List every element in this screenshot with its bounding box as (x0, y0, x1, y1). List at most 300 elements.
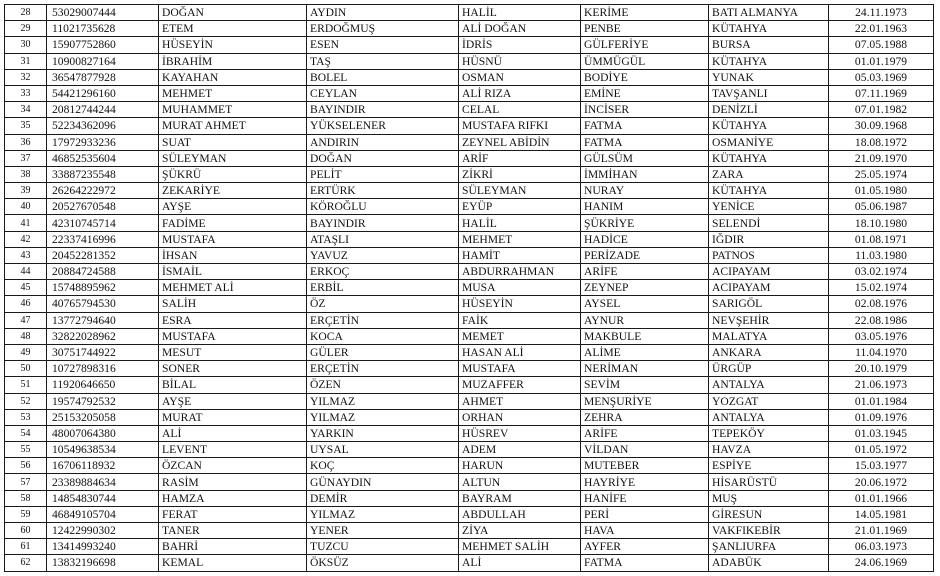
surname-cell: YILMAZ (307, 393, 459, 409)
surname-cell: ERBİL (307, 280, 459, 296)
first-name-cell: LEVENT (159, 442, 307, 458)
table-row (5, 166, 934, 182)
surname-cell: BAYINDIR (307, 102, 459, 118)
row-number-cell: 46 (5, 296, 47, 312)
surname-cell: ERTÜRK (307, 183, 459, 199)
row-number-cell: 60 (5, 523, 47, 539)
father-name-cell: HALİL (459, 5, 581, 21)
father-name-cell: HÜSNÜ (459, 53, 581, 69)
surname-cell: YILMAZ (307, 409, 459, 425)
table-row (5, 134, 934, 150)
mother-name-cell: NERİMAN (581, 361, 709, 377)
mother-name-cell: MAKBULE (581, 328, 709, 344)
surname-cell: ERÇETİN (307, 312, 459, 328)
first-name-cell: ESRA (159, 312, 307, 328)
id-number-cell: 54421296160 (47, 85, 159, 101)
father-name-cell: CELAL (459, 102, 581, 118)
id-number-cell: 20452281352 (47, 247, 159, 263)
surname-cell: TAŞ (307, 53, 459, 69)
birth-date-cell: 02.08.1976 (829, 296, 934, 312)
birth-place-cell: ŞANLIURFA (709, 539, 829, 555)
table-row (5, 215, 934, 231)
table-row (5, 296, 934, 312)
table-row (5, 247, 934, 263)
mother-name-cell: HAYRİYE (581, 474, 709, 490)
row-number-cell: 37 (5, 150, 47, 166)
father-name-cell: İDRİS (459, 37, 581, 53)
first-name-cell: MESUT (159, 344, 307, 360)
birth-date-cell: 20.06.1972 (829, 474, 934, 490)
surname-cell: ERDOĞMUŞ (307, 21, 459, 37)
mother-name-cell: VİLDAN (581, 442, 709, 458)
table-row (5, 393, 934, 409)
row-number-cell: 55 (5, 442, 47, 458)
surname-cell: TUZCU (307, 539, 459, 555)
id-number-cell: 13772794640 (47, 312, 159, 328)
id-number-cell: 26264222972 (47, 183, 159, 199)
first-name-cell: İHSAN (159, 247, 307, 263)
father-name-cell: MUSTAFA RIFKI (459, 118, 581, 134)
row-number-cell: 61 (5, 539, 47, 555)
row-number-cell: 51 (5, 377, 47, 393)
row-number-cell: 59 (5, 506, 47, 522)
father-name-cell: HASAN ALİ (459, 344, 581, 360)
father-name-cell: ADEM (459, 442, 581, 458)
id-number-cell: 13832196698 (47, 555, 159, 571)
birth-date-cell: 18.08.1972 (829, 134, 934, 150)
id-number-cell: 33887235548 (47, 166, 159, 182)
father-name-cell: ALİ DOĞAN (459, 21, 581, 37)
mother-name-cell: ŞÜKRİYE (581, 215, 709, 231)
id-number-cell: 42310745714 (47, 215, 159, 231)
id-number-cell: 48007064380 (47, 425, 159, 441)
father-name-cell: MEHMET SALİH (459, 539, 581, 555)
birth-date-cell: 01.01.1979 (829, 53, 934, 69)
mother-name-cell: PERİZADE (581, 247, 709, 263)
birth-place-cell: ANKARA (709, 344, 829, 360)
table-row (5, 361, 934, 377)
id-number-cell: 30751744922 (47, 344, 159, 360)
row-number-cell: 45 (5, 280, 47, 296)
birth-place-cell: KÜTAHYA (709, 118, 829, 134)
birth-place-cell: YENİCE (709, 199, 829, 215)
birth-place-cell: KÜTAHYA (709, 183, 829, 199)
birth-place-cell: SARIGÖL (709, 296, 829, 312)
father-name-cell: EYÜP (459, 199, 581, 215)
table-row (5, 312, 934, 328)
table-row (5, 409, 934, 425)
mother-name-cell: AYFER (581, 539, 709, 555)
mother-name-cell: MUTEBER (581, 458, 709, 474)
father-name-cell: ALİ RIZA (459, 85, 581, 101)
father-name-cell: ALTUN (459, 474, 581, 490)
row-number-cell: 39 (5, 183, 47, 199)
first-name-cell: MEHMET ALİ (159, 280, 307, 296)
mother-name-cell: BODİYE (581, 69, 709, 85)
father-name-cell: MUSA (459, 280, 581, 296)
table-row (5, 555, 934, 571)
first-name-cell: AYŞE (159, 199, 307, 215)
first-name-cell: AYŞE (159, 393, 307, 409)
mother-name-cell: GÜLSÜM (581, 150, 709, 166)
father-name-cell: AHMET (459, 393, 581, 409)
table-row (5, 425, 934, 441)
id-number-cell: 46852535604 (47, 150, 159, 166)
father-name-cell: HÜSREV (459, 425, 581, 441)
id-number-cell: 15907752860 (47, 37, 159, 53)
table-row (5, 442, 934, 458)
birth-date-cell: 18.10.1980 (829, 215, 934, 231)
row-number-cell: 58 (5, 490, 47, 506)
row-number-cell: 54 (5, 425, 47, 441)
id-number-cell: 17972933236 (47, 134, 159, 150)
row-number-cell: 56 (5, 458, 47, 474)
row-number-cell: 53 (5, 409, 47, 425)
surname-cell: ANDIRIN (307, 134, 459, 150)
row-number-cell: 62 (5, 555, 47, 571)
row-number-cell: 41 (5, 215, 47, 231)
first-name-cell: MUSTAFA (159, 231, 307, 247)
birth-date-cell: 11.04.1970 (829, 344, 934, 360)
mother-name-cell: HANİFE (581, 490, 709, 506)
table-row (5, 280, 934, 296)
first-name-cell: MUSTAFA (159, 328, 307, 344)
table-row (5, 490, 934, 506)
mother-name-cell: AYNUR (581, 312, 709, 328)
row-number-cell: 36 (5, 134, 47, 150)
birth-date-cell: 21.01.1969 (829, 523, 934, 539)
first-name-cell: ŞÜKRÜ (159, 166, 307, 182)
row-number-cell: 29 (5, 21, 47, 37)
surname-cell: YÜKSELENER (307, 118, 459, 134)
id-number-cell: 46849105704 (47, 506, 159, 522)
id-number-cell: 20884724588 (47, 264, 159, 280)
surname-cell: UYSAL (307, 442, 459, 458)
first-name-cell: ETEM (159, 21, 307, 37)
birth-place-cell: ZARA (709, 166, 829, 182)
row-number-cell: 35 (5, 118, 47, 134)
surname-cell: CEYLAN (307, 85, 459, 101)
birth-date-cell: 24.11.1973 (829, 5, 934, 21)
birth-place-cell: IĞDIR (709, 231, 829, 247)
mother-name-cell: ARİFE (581, 264, 709, 280)
birth-place-cell: VAKFIKEBİR (709, 523, 829, 539)
birth-date-cell: 01.03.1945 (829, 425, 934, 441)
surname-cell: ÖZEN (307, 377, 459, 393)
father-name-cell: ZİYA (459, 523, 581, 539)
birth-date-cell: 01.05.1972 (829, 442, 934, 458)
surname-cell: KOCA (307, 328, 459, 344)
birth-place-cell: KÜTAHYA (709, 150, 829, 166)
surname-cell: ÖZ (307, 296, 459, 312)
first-name-cell: SÜLEYMAN (159, 150, 307, 166)
first-name-cell: RASİM (159, 474, 307, 490)
surname-cell: GÜNAYDIN (307, 474, 459, 490)
first-name-cell: SONER (159, 361, 307, 377)
mother-name-cell: ALİME (581, 344, 709, 360)
birth-place-cell: PATNOS (709, 247, 829, 263)
birth-place-cell: ACIPAYAM (709, 264, 829, 280)
first-name-cell: ALİ (159, 425, 307, 441)
father-name-cell: HAMİT (459, 247, 581, 263)
birth-place-cell: ANTALYA (709, 409, 829, 425)
table-row (5, 21, 934, 37)
first-name-cell: ÖZCAN (159, 458, 307, 474)
table-row (5, 199, 934, 215)
birth-place-cell: MALATYA (709, 328, 829, 344)
first-name-cell: SUAT (159, 134, 307, 150)
birth-place-cell: ADABÜK (709, 555, 829, 571)
birth-date-cell: 22.08.1986 (829, 312, 934, 328)
id-number-cell: 13414993240 (47, 539, 159, 555)
first-name-cell: ZEKARİYE (159, 183, 307, 199)
mother-name-cell: NURAY (581, 183, 709, 199)
birth-date-cell: 01.05.1980 (829, 183, 934, 199)
birth-place-cell: YUNAK (709, 69, 829, 85)
surname-cell: KÖROĞLU (307, 199, 459, 215)
id-number-cell: 16706118932 (47, 458, 159, 474)
mother-name-cell: ZEYNEP (581, 280, 709, 296)
birth-place-cell: HAVZA (709, 442, 829, 458)
birth-date-cell: 22.01.1963 (829, 21, 934, 37)
first-name-cell: MEHMET (159, 85, 307, 101)
first-name-cell: MURAT (159, 409, 307, 425)
surname-cell: AYDIN (307, 5, 459, 21)
mother-name-cell: KERİME (581, 5, 709, 21)
mother-name-cell: ARİFE (581, 425, 709, 441)
mother-name-cell: HADİCE (581, 231, 709, 247)
id-number-cell: 12422990302 (47, 523, 159, 539)
row-number-cell: 42 (5, 231, 47, 247)
first-name-cell: BİLAL (159, 377, 307, 393)
father-name-cell: ALİ (459, 555, 581, 571)
mother-name-cell: HANIM (581, 199, 709, 215)
birth-place-cell: ESPİYE (709, 458, 829, 474)
father-name-cell: FAİK (459, 312, 581, 328)
father-name-cell: OSMAN (459, 69, 581, 85)
father-name-cell: HARUN (459, 458, 581, 474)
id-number-cell: 15748895962 (47, 280, 159, 296)
birth-date-cell: 05.06.1987 (829, 199, 934, 215)
father-name-cell: MEMET (459, 328, 581, 344)
birth-date-cell: 15.03.1977 (829, 458, 934, 474)
birth-date-cell: 01.09.1976 (829, 409, 934, 425)
row-number-cell: 57 (5, 474, 47, 490)
surname-cell: DOĞAN (307, 150, 459, 166)
mother-name-cell: PENBE (581, 21, 709, 37)
table-row (5, 85, 934, 101)
surname-cell: YAVUZ (307, 247, 459, 263)
table-row (5, 506, 934, 522)
mother-name-cell: HAVA (581, 523, 709, 539)
surname-cell: ERÇETİN (307, 361, 459, 377)
id-number-cell: 10900827164 (47, 53, 159, 69)
birth-place-cell: ANTALYA (709, 377, 829, 393)
first-name-cell: İBRAHİM (159, 53, 307, 69)
table-row (5, 377, 934, 393)
table-row (5, 118, 934, 134)
birth-date-cell: 03.02.1974 (829, 264, 934, 280)
id-number-cell: 40765794530 (47, 296, 159, 312)
father-name-cell: MUZAFFER (459, 377, 581, 393)
father-name-cell: ZİKRİ (459, 166, 581, 182)
first-name-cell: HÜSEYİN (159, 37, 307, 53)
birth-date-cell: 01.08.1971 (829, 231, 934, 247)
birth-place-cell: YOZGAT (709, 393, 829, 409)
row-number-cell: 28 (5, 5, 47, 21)
row-number-cell: 43 (5, 247, 47, 263)
id-number-cell: 19574792532 (47, 393, 159, 409)
birth-place-cell: OSMANİYE (709, 134, 829, 150)
row-number-cell: 52 (5, 393, 47, 409)
row-number-cell: 33 (5, 85, 47, 101)
mother-name-cell: AYSEL (581, 296, 709, 312)
id-number-cell: 52234362096 (47, 118, 159, 134)
birth-date-cell: 30.09.1968 (829, 118, 934, 134)
birth-date-cell: 21.09.1970 (829, 150, 934, 166)
father-name-cell: MUSTAFA (459, 361, 581, 377)
mother-name-cell: FATMA (581, 134, 709, 150)
first-name-cell: SALİH (159, 296, 307, 312)
surname-cell: ERKOÇ (307, 264, 459, 280)
birth-date-cell: 15.02.1974 (829, 280, 934, 296)
birth-place-cell: HİSARÜSTÜ (709, 474, 829, 490)
birth-place-cell: KÜTAHYA (709, 21, 829, 37)
mother-name-cell: MENŞURİYE (581, 393, 709, 409)
surname-cell: KOÇ (307, 458, 459, 474)
surname-cell: ATAŞLI (307, 231, 459, 247)
id-number-cell: 10549638534 (47, 442, 159, 458)
surname-cell: ÖKSÜZ (307, 555, 459, 571)
id-number-cell: 10727898316 (47, 361, 159, 377)
mother-name-cell: EMİNE (581, 85, 709, 101)
birth-date-cell: 25.05.1974 (829, 166, 934, 182)
surname-cell: BOLEL (307, 69, 459, 85)
id-number-cell: 20527670548 (47, 199, 159, 215)
birth-date-cell: 21.06.1973 (829, 377, 934, 393)
father-name-cell: ZEYNEL ABİDİN (459, 134, 581, 150)
table-row (5, 264, 934, 280)
table-row (5, 328, 934, 344)
birth-place-cell: GİRESUN (709, 506, 829, 522)
first-name-cell: HAMZA (159, 490, 307, 506)
row-number-cell: 32 (5, 69, 47, 85)
first-name-cell: MUHAMMET (159, 102, 307, 118)
surname-cell: YILMAZ (307, 506, 459, 522)
surname-cell: ESEN (307, 37, 459, 53)
surname-cell: DEMİR (307, 490, 459, 506)
birth-date-cell: 07.01.1982 (829, 102, 934, 118)
table-row (5, 37, 934, 53)
father-name-cell: BAYRAM (459, 490, 581, 506)
table-row (5, 5, 934, 21)
father-name-cell: HALİL (459, 215, 581, 231)
birth-date-cell: 01.01.1966 (829, 490, 934, 506)
id-number-cell: 14854830744 (47, 490, 159, 506)
table-row (5, 53, 934, 69)
table-row (5, 231, 934, 247)
row-number-cell: 48 (5, 328, 47, 344)
first-name-cell: TANER (159, 523, 307, 539)
id-number-cell: 36547877928 (47, 69, 159, 85)
id-number-cell: 11021735628 (47, 21, 159, 37)
id-number-cell: 11920646650 (47, 377, 159, 393)
father-name-cell: MEHMET (459, 231, 581, 247)
birth-date-cell: 01.01.1984 (829, 393, 934, 409)
row-number-cell: 31 (5, 53, 47, 69)
id-number-cell: 53029007444 (47, 5, 159, 21)
birth-date-cell: 07.11.1969 (829, 85, 934, 101)
table-row (5, 102, 934, 118)
father-name-cell: ABDURRAHMAN (459, 264, 581, 280)
person-list-table (4, 4, 934, 572)
father-name-cell: HÜSEYİN (459, 296, 581, 312)
table-row (5, 523, 934, 539)
first-name-cell: FERAT (159, 506, 307, 522)
birth-date-cell: 07.05.1988 (829, 37, 934, 53)
mother-name-cell: FATMA (581, 555, 709, 571)
first-name-cell: MURAT AHMET (159, 118, 307, 134)
first-name-cell: İSMAİL (159, 264, 307, 280)
table-row (5, 458, 934, 474)
table-body (5, 5, 934, 572)
id-number-cell: 22337416996 (47, 231, 159, 247)
birth-place-cell: DENİZLİ (709, 102, 829, 118)
first-name-cell: BAHRİ (159, 539, 307, 555)
mother-name-cell: ZEHRA (581, 409, 709, 425)
first-name-cell: FADİME (159, 215, 307, 231)
mother-name-cell: GÜLFERİYE (581, 37, 709, 53)
birth-place-cell: ÜRGÜP (709, 361, 829, 377)
first-name-cell: KAYAHAN (159, 69, 307, 85)
row-number-cell: 50 (5, 361, 47, 377)
surname-cell: PELİT (307, 166, 459, 182)
id-number-cell: 32822028962 (47, 328, 159, 344)
birth-date-cell: 14.05.1981 (829, 506, 934, 522)
id-number-cell: 25153205058 (47, 409, 159, 425)
birth-place-cell: NEVŞEHİR (709, 312, 829, 328)
birth-date-cell: 06.03.1973 (829, 539, 934, 555)
birth-date-cell: 20.10.1979 (829, 361, 934, 377)
row-number-cell: 34 (5, 102, 47, 118)
birth-date-cell: 05.03.1969 (829, 69, 934, 85)
id-number-cell: 23389884634 (47, 474, 159, 490)
table-row (5, 344, 934, 360)
table-row (5, 150, 934, 166)
row-number-cell: 49 (5, 344, 47, 360)
first-name-cell: KEMAL (159, 555, 307, 571)
mother-name-cell: PERİ (581, 506, 709, 522)
table-row (5, 539, 934, 555)
father-name-cell: ABDULLAH (459, 506, 581, 522)
birth-place-cell: TEPEKÖY (709, 425, 829, 441)
father-name-cell: SÜLEYMAN (459, 183, 581, 199)
row-number-cell: 44 (5, 264, 47, 280)
row-number-cell: 38 (5, 166, 47, 182)
birth-place-cell: KÜTAHYA (709, 53, 829, 69)
mother-name-cell: İNCİSER (581, 102, 709, 118)
first-name-cell: DOĞAN (159, 5, 307, 21)
mother-name-cell: ÜMMÜGÜL (581, 53, 709, 69)
row-number-cell: 30 (5, 37, 47, 53)
birth-place-cell: BATI ALMANYA (709, 5, 829, 21)
father-name-cell: ORHAN (459, 409, 581, 425)
surname-cell: YENER (307, 523, 459, 539)
mother-name-cell: FATMA (581, 118, 709, 134)
surname-cell: GÜLER (307, 344, 459, 360)
surname-cell: YARKIN (307, 425, 459, 441)
mother-name-cell: SEVİM (581, 377, 709, 393)
